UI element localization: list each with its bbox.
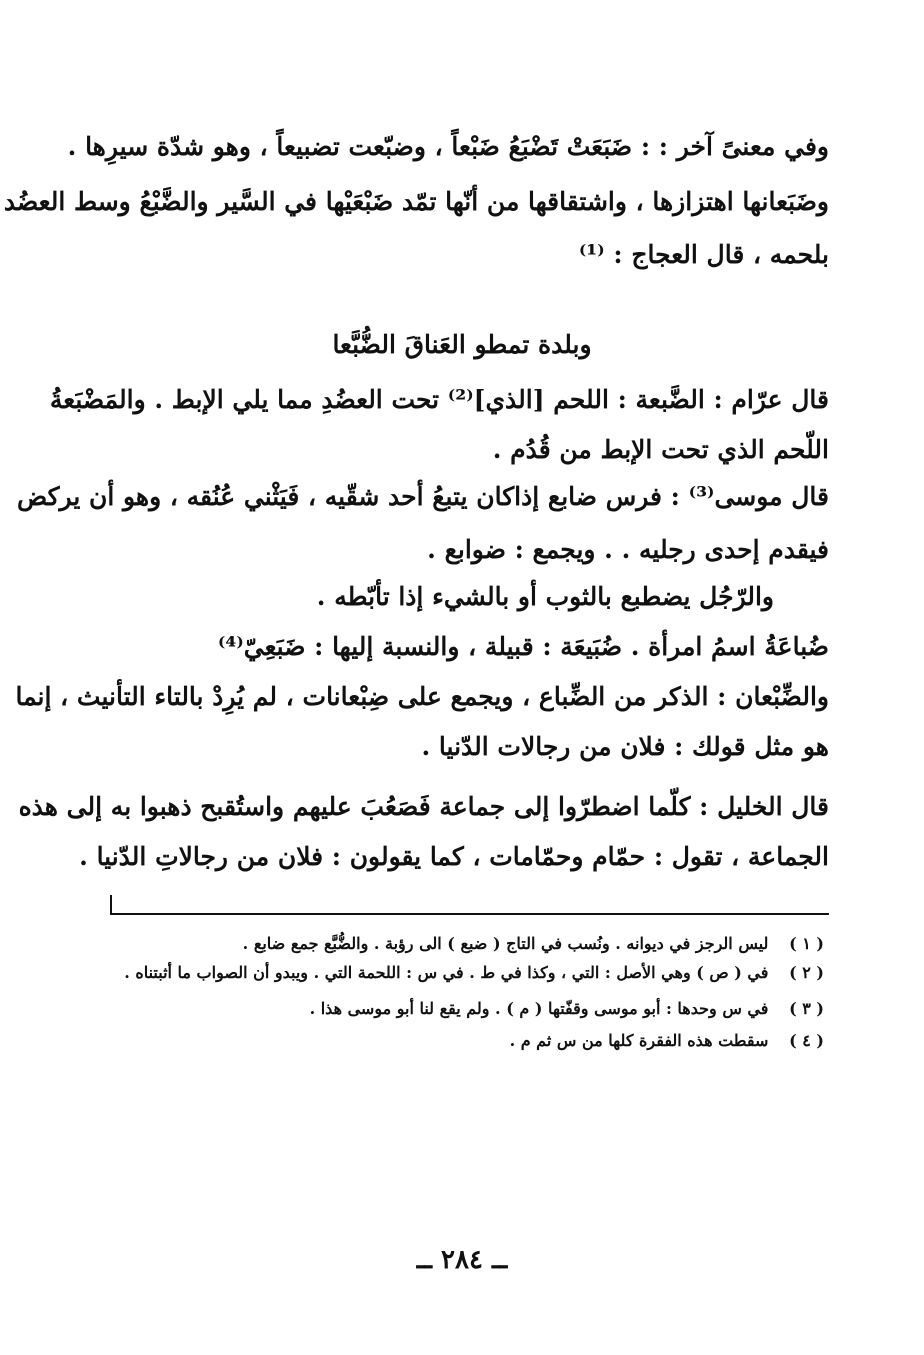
page-number: ــ ٢٨٤ ــ xyxy=(416,1245,508,1275)
body-line-11: هو مثل قولك : فلان من رجالات الدّنيا . xyxy=(421,732,829,761)
body-line-9: ضُباعَةُ اسمُ امرأة . ضُبَيعَة : قبيلة ، والنسبة إليها : ضَبَعِيّ⁽⁴⁾ xyxy=(217,632,829,661)
body-line-12: قال الخليل : كلّما اضطرّوا إلى جماعة فَصَعُبَ عليهم واستُقبح ذهبوا به إلى هذه xyxy=(18,792,829,821)
body-line-10: والضِّبْعان : الذكر من الضِّباع ، ويجمع على ضِبْعانات ، لم يُرِدْ بالتاء التأنيث ، إنما xyxy=(15,682,829,711)
body-line-1: وفي معنىً آخر : : ضَبَعَتْ تَضْبَعُ ضَبْعاً ، وضبّعت تضبيعاً ، وهو شدّة سيرِها . xyxy=(67,132,829,161)
footnote-4 xyxy=(95,1030,824,1052)
footnote-1 xyxy=(95,933,824,955)
footnote-3-text: في س وحدها : أبو موسى وقفّتها ( م ) . ولم يقع لنا أبو موسى هذا . xyxy=(309,999,769,1018)
footnote-4-text: سقطت هذه الفقرة كلها من س ثم م . xyxy=(509,1031,769,1050)
footnote-divider xyxy=(110,913,829,915)
body-line-7: فيقدم إحدى رجليه . . ويجمع : ضوابع . xyxy=(427,535,829,564)
footnote-1-number: ( ١ ) xyxy=(789,934,824,953)
footnote-2 xyxy=(95,962,824,984)
footnote-rule-tick xyxy=(110,895,120,913)
footnote-3-number: ( ٣ ) xyxy=(789,999,824,1018)
footnote-2-number: ( ٢ ) xyxy=(789,963,824,982)
body-line-13: الجماعة ، تقول : حمّام وحمّامات ، كما يقولون : فلان من رجالاتِ الدّنيا . xyxy=(79,842,829,871)
body-line-4: قال عرّام : الضَّبعة : اللحم [الذي]⁽²⁾ تحت العضُدِ مما يلي الإبط . والمَضْبَعةُ xyxy=(49,385,829,414)
body-line-6: قال موسى⁽³⁾ : فرس ضابع إذاكان يتبعُ أحد شقّيه ، فَيَثْني عُنُقه ، وهو أن يركض xyxy=(17,482,829,511)
verse-line: وبلدة تمطو العَناقَ الضُّبَّعا xyxy=(332,330,592,359)
body-line-3: بلحمه ، قال العجاج : ⁽¹⁾ xyxy=(578,240,829,269)
body-line-8: والرّجُل يضطبع بالثوب أو بالشيء إذا تأبّطه . xyxy=(316,582,774,611)
body-line-5: اللّحم الذي تحت الإبط من قُدُم . xyxy=(492,435,829,464)
footnote-4-number: ( ٤ ) xyxy=(789,1031,824,1050)
footnote-1-text: ليس الرجز في ديوانه . ونُسب في التاج ( ضبع ) الى رؤبة . والضُّبَّع جمع ضابع . xyxy=(242,934,769,953)
footnote-3 xyxy=(95,998,824,1020)
footnote-2-text: في ( ص ) وهي الأصل : التي ، وكذا في ط . في س : اللحمة التي . ويبدو أن الصواب ما أثبتناه . xyxy=(124,963,769,982)
body-line-2: وضَبَعانها اهتزازها ، واشتقاقها من أنّها تمّد ضَبْعَيْها في السَّير والضَّبْعُ وسط العضُد xyxy=(3,187,829,216)
